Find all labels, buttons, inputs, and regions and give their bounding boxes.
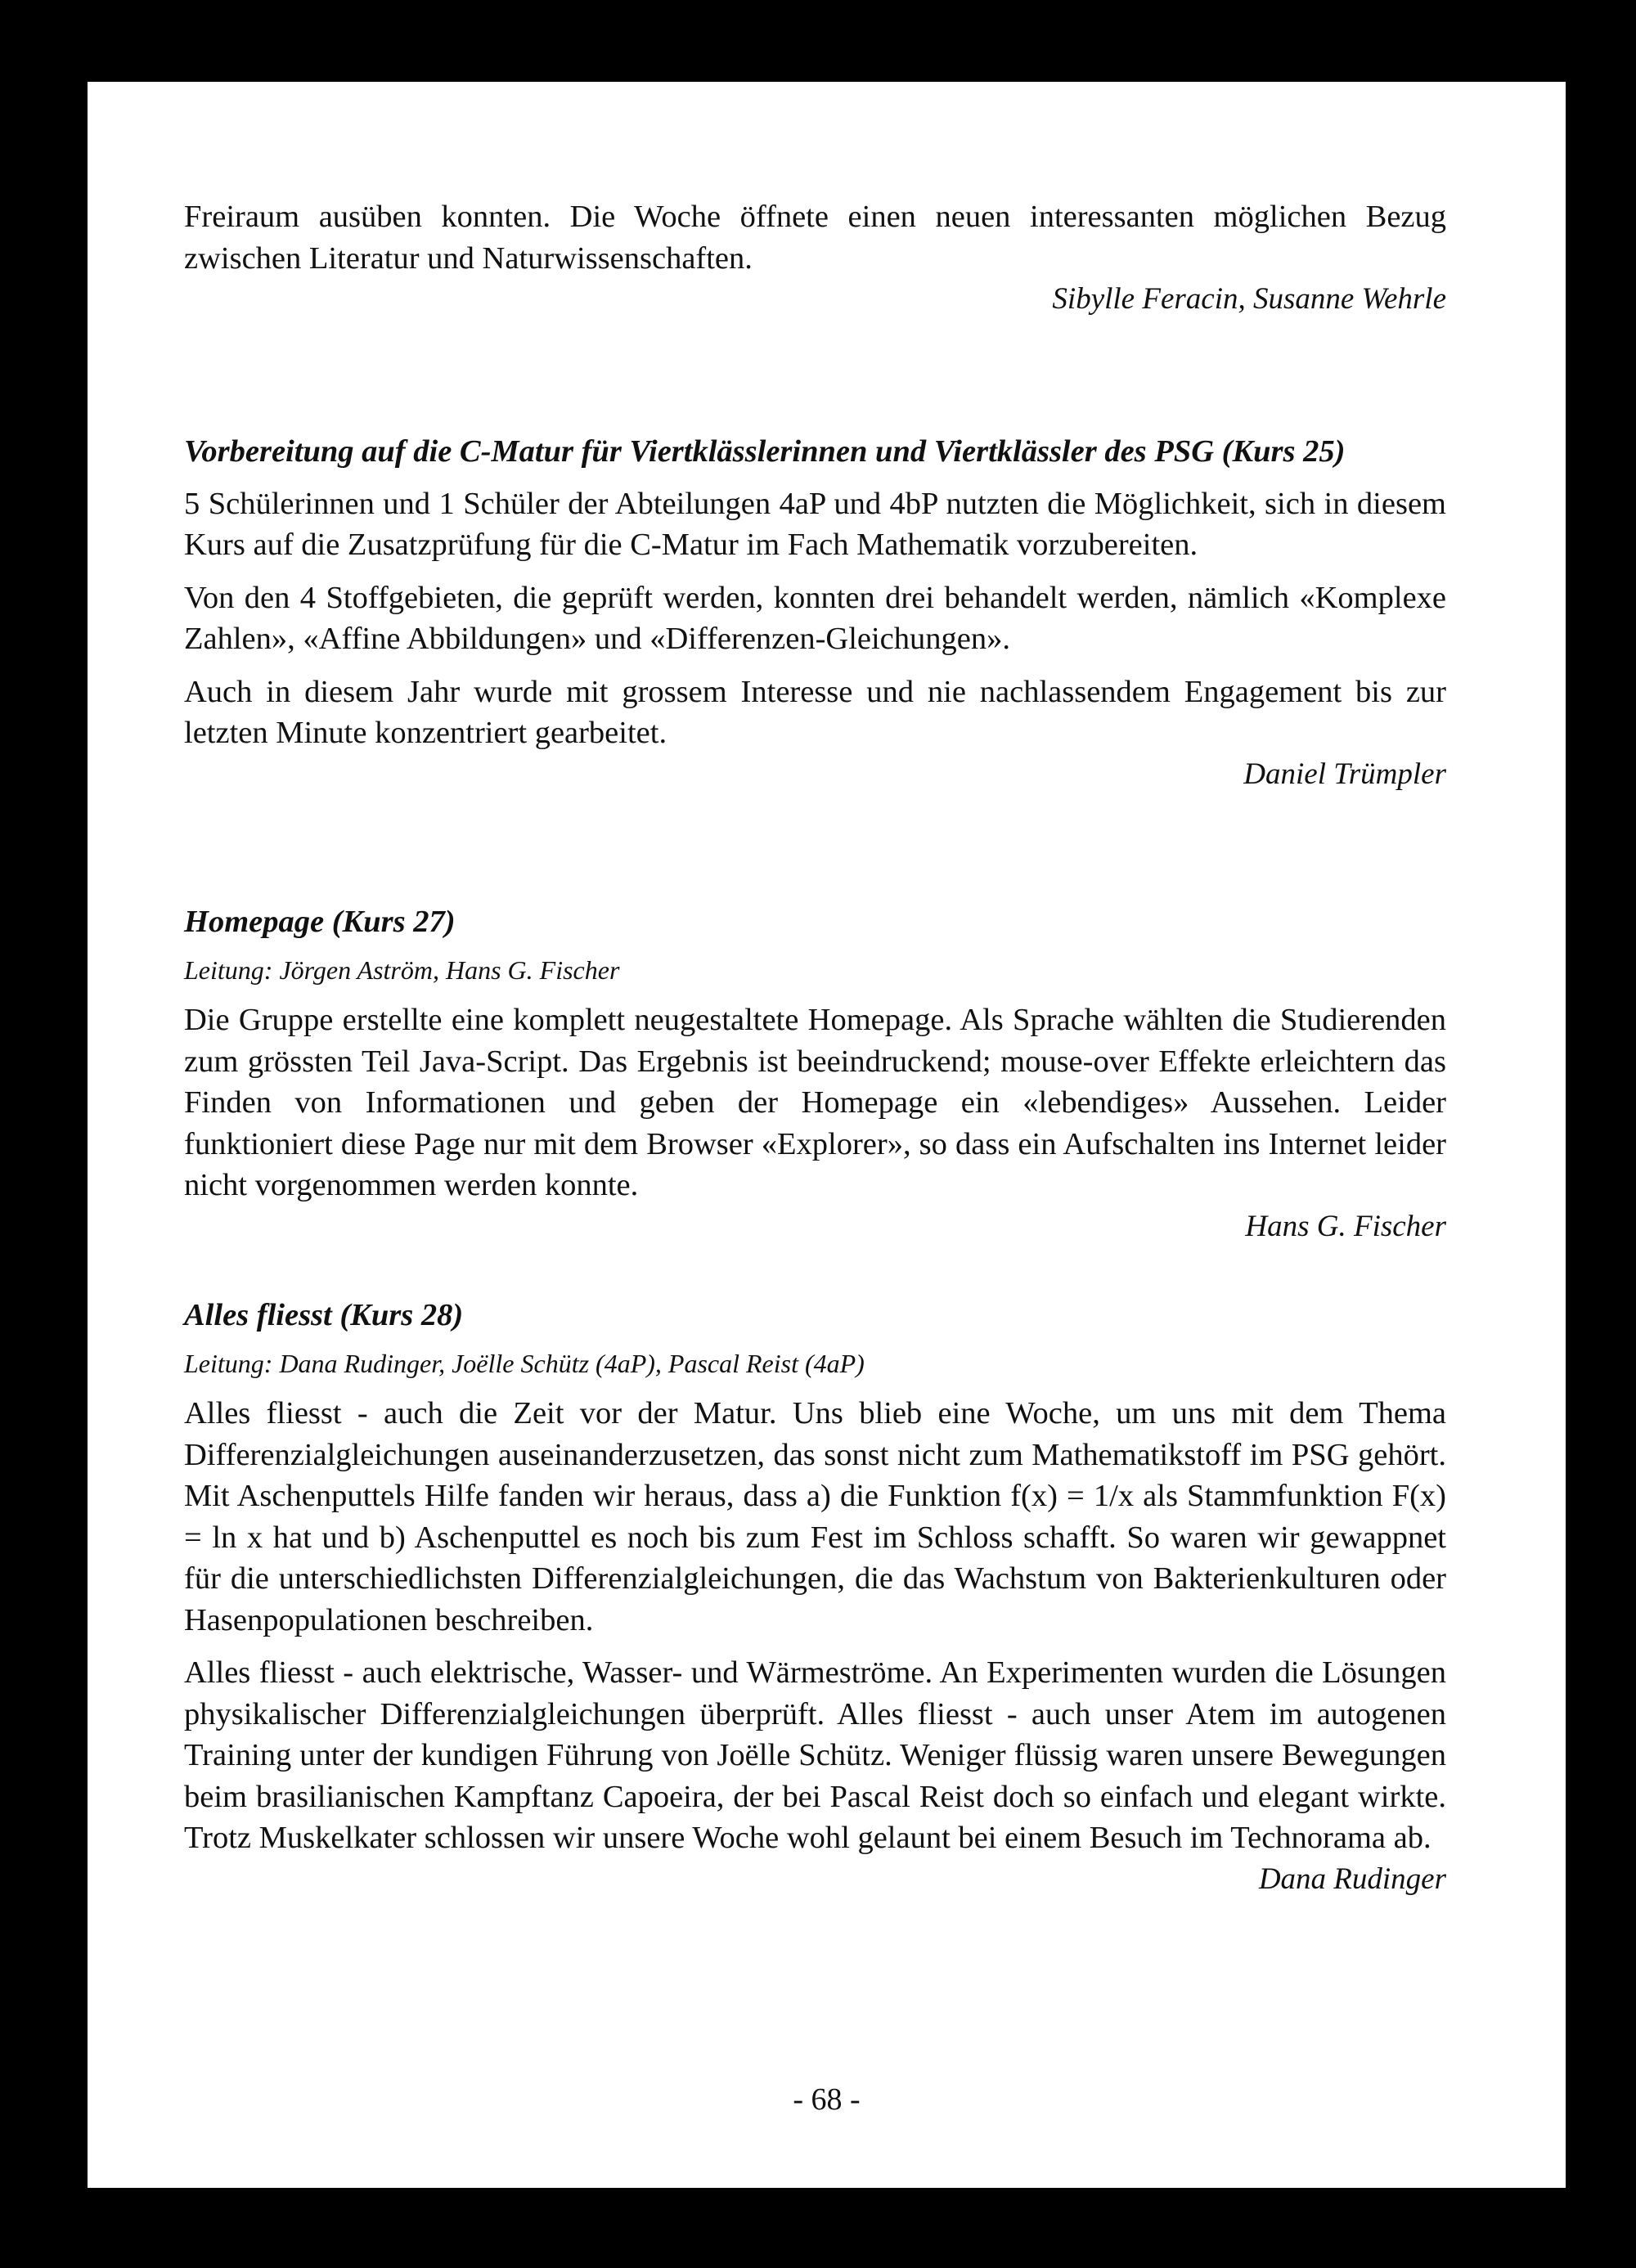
page-content bbox=[184, 196, 1446, 1900]
section-homepage-lead: Leitung: Jörgen Aström, Hans G. Fischer bbox=[184, 955, 620, 985]
section-c-matur-paragraph-2: Von den 4 Stoffgebieten, die geprüft werden, konnten drei behandelt werden, nämlich «Komplexe Zahlen», «Affine Abbildungen» und «Differenzen-Gleichungen». bbox=[184, 580, 1446, 656]
document-page bbox=[88, 82, 1566, 2188]
section-heading-c-matur: Vorbereitung auf die C-Matur für Viertklässlerinnen und Viertklässler des PSG (Kurs 25) bbox=[184, 433, 1346, 469]
intro-signature: Sibylle Feracin, Susanne Wehrle bbox=[1052, 282, 1446, 316]
section-alles-fliesst-paragraph-2: Alles fliesst - auch elektrische, Wasser- und Wärmeströme. An Experimenten wurden die Lösungen physikalischer Differenzialgleichungen überprüft. Alles fliesst - auch unser Atem im autogenen Training unter der kundigen Führung von Joëlle Schütz. Weniger flüssig waren unsere Bewegungen beim brasilianischen Kampftanz Capoeira, der bei Pascal Reist doch so einfach und elegant wirkte. Trotz Muskelkater schlossen wir unsere Woche wohl gelaunt bei einem Besuch im Technorama ab. bbox=[184, 1655, 1446, 1855]
section-c-matur-signature: Daniel Trümpler bbox=[1243, 757, 1446, 791]
section-heading-alles-fliesst: Alles fliesst (Kurs 28) bbox=[184, 1298, 464, 1332]
section-c-matur-paragraph-3: Auch in diesem Jahr wurde mit grossem Interesse und nie nachlassendem Engagement bis zur letzten Minute konzentriert gearbeitet. bbox=[184, 674, 1446, 750]
page-number: - 68 - bbox=[793, 2082, 861, 2117]
section-alles-fliesst-lead: Leitung: Dana Rudinger, Joëlle Schütz (4aP), Pascal Reist (4aP) bbox=[184, 1349, 865, 1378]
intro-paragraph: Freiraum ausüben konnten. Die Woche öffnete einen neuen interessanten möglichen Bezug zwischen Literatur und Naturwissenschaften. bbox=[184, 200, 1446, 276]
section-heading-homepage: Homepage (Kurs 27) bbox=[184, 905, 456, 939]
section-homepage-signature: Hans G. Fischer bbox=[1245, 1209, 1446, 1243]
section-homepage-paragraph-1: Die Gruppe erstellte eine komplett neugestaltete Homepage. Als Sprache wählten die Studierenden zum grössten Teil Java-Script. Das Ergebnis ist beeindruckend; mouse-over Effekte erleichtern das Finden von Informationen und geben der Homepage ein «lebendiges» Aussehen. Leider funktioniert diese Page nur mit dem Browser «Explorer», so dass ein Aufschalten ins Internet leider nicht vorgenommen werden konnte. bbox=[184, 1003, 1446, 1202]
section-alles-fliesst-signature: Dana Rudinger bbox=[1258, 1862, 1446, 1896]
section-c-matur-paragraph-1: 5 Schülerinnen und 1 Schüler der Abteilungen 4aP und 4bP nutzten die Möglichkeit, sich in diesem Kurs auf die Zusatzprüfung für die C-Matur im Fach Mathematik vorzubereiten. bbox=[184, 486, 1446, 562]
section-alles-fliesst-paragraph-1: Alles fliesst - auch die Zeit vor der Matur. Uns blieb eine Woche, um uns mit dem Thema Differenzialgleichungen auseinanderzusetzen, das sonst nicht zum Mathematikstoff im PSG gehört. Mit Aschenputtels Hilfe fanden wir heraus, dass a) die Funktion f(x) = 1/x als Stammfunktion F(x) = ln x hat und b) Aschenputtel es noch bis zum Fest im Schloss schafft. So waren wir gewappnet für die unterschiedlichsten Differenzialgleichungen, die das Wachstum von Bakterienkulturen oder Hasenpopulationen beschreiben. bbox=[184, 1396, 1446, 1637]
